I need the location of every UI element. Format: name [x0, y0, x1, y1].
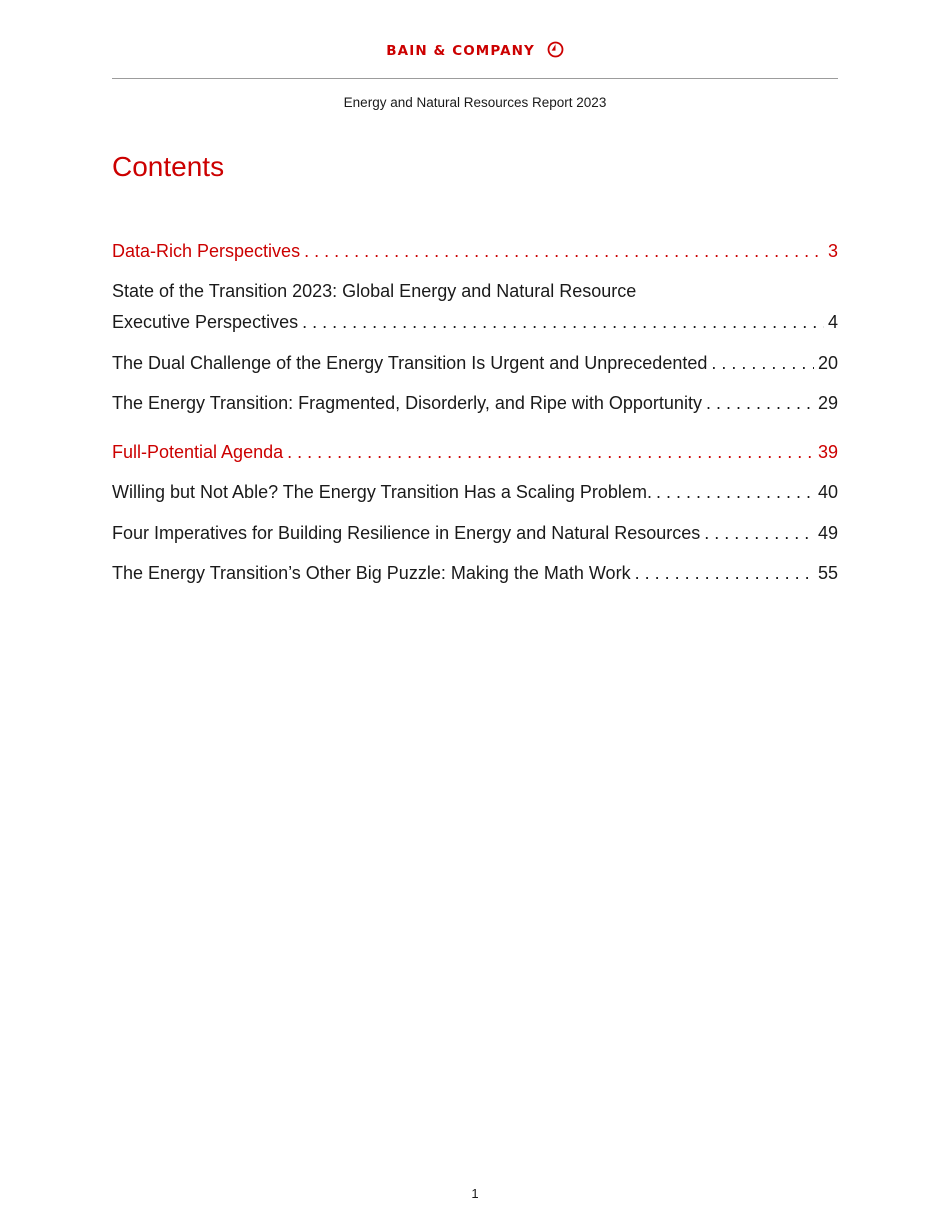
toc-page-number: 39	[817, 442, 838, 462]
toc-page-number: 40	[817, 482, 838, 502]
toc-page-number: 20	[817, 353, 838, 373]
dot-leader	[287, 437, 814, 468]
toc-entry-title: Full-Potential Agenda	[112, 442, 284, 462]
toc-entry-title-line1: State of the Transition 2023: Global Energy and Natural Resource	[112, 281, 637, 301]
toc-entry-title: The Energy Transition: Fragmented, Disorderly, and Ripe with Opportunity	[112, 393, 702, 413]
brand-name: BAIN & COMPANY	[386, 43, 535, 59]
dot-leader	[704, 518, 814, 549]
contents-heading: Contents	[112, 151, 225, 182]
toc-entry-willing-but-not-able[interactable]	[112, 477, 838, 508]
toc-entry-other-big-puzzle[interactable]	[112, 558, 838, 589]
toc-section-full-potential-agenda[interactable]	[112, 437, 838, 468]
toc-entry-dual-challenge[interactable]	[112, 348, 838, 379]
toc-page-number: 29	[817, 393, 838, 413]
toc-entry-title: Data-Rich Perspectives	[112, 241, 301, 261]
toc-entry-fragmented-disorderly[interactable]	[112, 388, 838, 419]
toc-entry-title: The Energy Transition’s Other Big Puzzle: Making the Math Work	[112, 563, 631, 583]
toc-page-number: 49	[817, 523, 838, 543]
toc-entry-four-imperatives[interactable]	[112, 518, 838, 549]
toc-entry-title: Willing but Not Able? The Energy Transition Has a Scaling Problem.	[112, 482, 652, 502]
dot-leader	[656, 477, 814, 508]
bain-logo-icon	[547, 41, 564, 64]
toc-page-number: 55	[817, 563, 838, 583]
toc-section-data-rich-perspectives[interactable]	[112, 236, 838, 267]
brand-logo	[0, 41, 950, 64]
report-title: Energy and Natural Resources Report 2023	[343, 95, 607, 110]
toc-entry-title: Four Imperatives for Building Resilience in Energy and Natural Resources	[112, 523, 701, 543]
toc-page-number: 3	[827, 241, 838, 261]
toc-entry-state-of-the-transition[interactable]	[112, 276, 838, 338]
dot-leader	[711, 348, 814, 379]
toc-entry-title-line2: Executive Perspectives	[112, 312, 299, 332]
page-number: 1	[471, 1186, 479, 1201]
dot-leader	[304, 236, 824, 267]
dot-leader	[635, 558, 814, 589]
header-divider	[112, 78, 838, 79]
dot-leader	[706, 388, 814, 419]
dot-leader	[302, 307, 824, 338]
toc-page-number: 4	[827, 312, 838, 332]
toc-entry-title: The Dual Challenge of the Energy Transition Is Urgent and Unprecedented	[112, 353, 708, 373]
